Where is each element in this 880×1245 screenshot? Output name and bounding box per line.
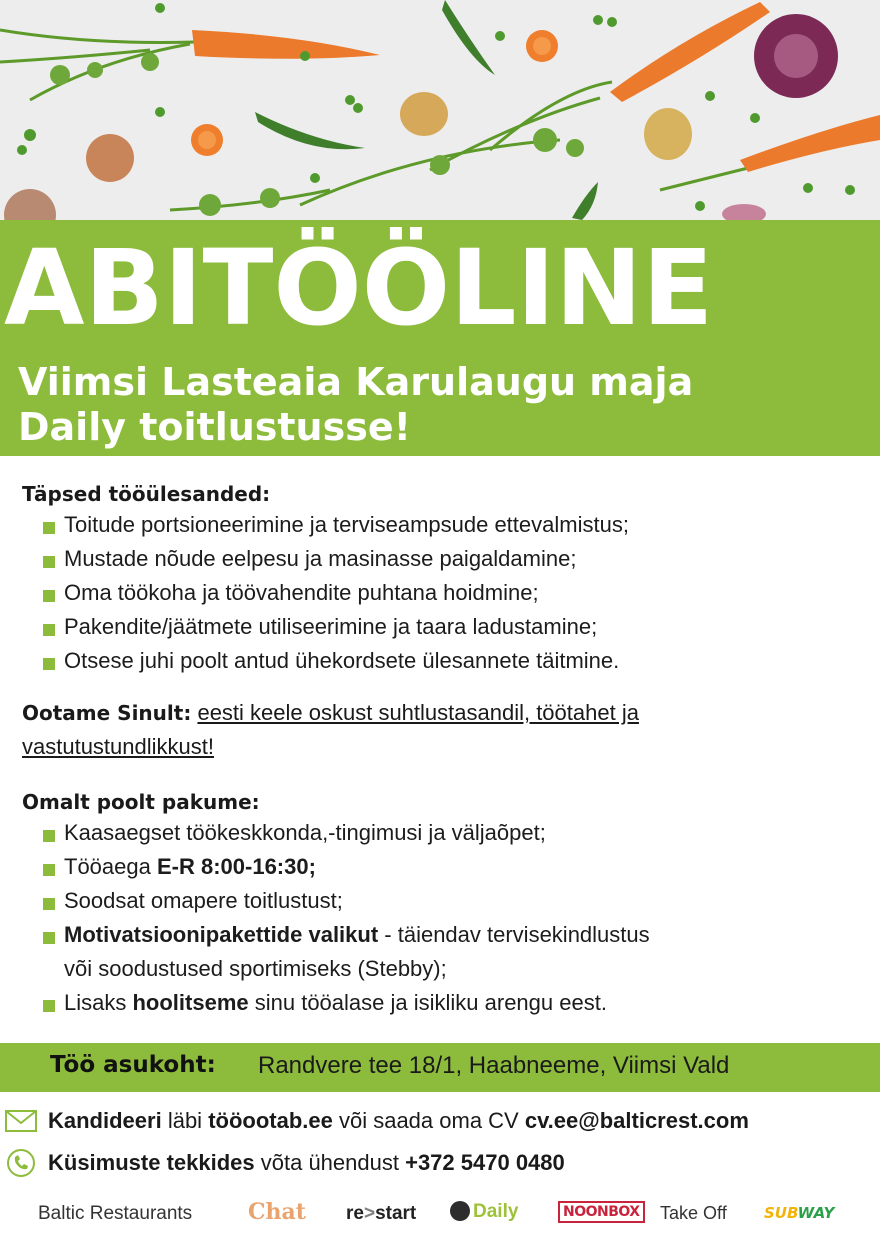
subtitle-line-1: Viimsi Lasteaia Karulaugu maja xyxy=(18,360,694,404)
vegetables-illustration xyxy=(0,0,880,220)
hero-vegetables-image xyxy=(0,0,880,220)
questions-row xyxy=(0,1144,880,1184)
list-item: Oma töökoha ja töövahendite puhtana hoidmine; xyxy=(40,576,629,610)
list-item: Tööaega E-R 8:00-16:30; xyxy=(40,850,650,884)
list-item: Soodsat omapere toitlustust; xyxy=(40,884,650,918)
bullet-square-icon xyxy=(43,522,55,534)
location-label: Töö asukoht: xyxy=(50,1052,216,1078)
expectations-label: Ootame Sinult: xyxy=(22,701,192,725)
phone-icon xyxy=(4,1148,38,1178)
bullet-square-icon xyxy=(43,932,55,944)
list-item: Kaasaegset töökeskkonda,-tingimusi ja väljaõpet; xyxy=(40,816,650,850)
phone-number[interactable]: +372 5470 0480 xyxy=(405,1150,565,1175)
apply-site-link[interactable]: tööootab.ee xyxy=(208,1108,333,1133)
location-address: Randvere tee 18/1, Haabneeme, Viimsi Vald xyxy=(258,1052,730,1079)
list-item: Toitude portsioneerimine ja terviseampsude ettevalmistus; xyxy=(40,508,629,542)
page-title: ABITÖÖLINE xyxy=(4,227,714,349)
logo-chat: Chat xyxy=(248,1199,306,1225)
logo-take-off: Take Off xyxy=(660,1203,727,1223)
brand-logos xyxy=(0,1195,880,1235)
expectations xyxy=(22,696,782,764)
subtitle-line-2: Daily toitlustusse! xyxy=(18,405,411,449)
bullet-square-icon xyxy=(43,658,55,670)
tasks-heading: Täpsed tööülesanded: xyxy=(22,482,271,506)
bullet-square-icon xyxy=(43,556,55,568)
expectations-line-1: eesti keele oskust suhtlustasandil, töötahet ja xyxy=(197,700,639,725)
apply-text: Kandideeri läbi tööootab.ee või saada oma CV cv.ee@balticrest.com xyxy=(48,1108,749,1133)
location-band xyxy=(0,1043,880,1092)
title-band xyxy=(0,220,880,456)
tasks-list xyxy=(40,508,629,678)
bullet-square-icon xyxy=(43,864,55,876)
daily-dot-icon xyxy=(450,1201,470,1221)
questions-text: Küsimuste tekkides võta ühendust +372 5470 0480 xyxy=(48,1150,565,1175)
logo-daily: Daily xyxy=(450,1201,518,1223)
logo-noonbox: NOONBOX xyxy=(558,1201,645,1223)
logo-restart: re>start xyxy=(346,1203,417,1224)
offer-heading: Omalt poolt pakume: xyxy=(22,790,260,814)
list-item: Mustade nõude eelpesu ja masinasse paigaldamine; xyxy=(40,542,629,576)
apply-email-link[interactable]: cv.ee@balticrest.com xyxy=(524,1108,749,1133)
list-item: Pakendite/jäätmete utiliseerimine ja taara ladustamine; xyxy=(40,610,629,644)
list-item: Lisaks hoolitseme sinu tööalase ja isikliku arengu eest. xyxy=(40,986,650,1020)
bullet-square-icon xyxy=(43,590,55,602)
offer-list xyxy=(40,816,650,1020)
logo-subway: SUBWAY xyxy=(764,1204,835,1222)
bullet-square-icon xyxy=(43,898,55,910)
bullet-square-icon xyxy=(43,830,55,842)
list-item: Otsese juhi poolt antud ühekordsete ülesannete täitmine. xyxy=(40,644,629,678)
apply-row xyxy=(0,1102,880,1142)
mail-icon xyxy=(4,1106,38,1136)
logo-baltic-restaurants: Baltic Restaurants xyxy=(38,1203,193,1224)
subtitle xyxy=(18,360,693,450)
bullet-square-icon xyxy=(43,1000,55,1012)
bullet-square-icon xyxy=(43,624,55,636)
expectations-line-2: vastutustundlikkust! xyxy=(22,734,214,759)
list-item: Motivatsioonipakettide valikut - täiendav tervisekindlustus või soodustused sportimiseks (Stebby); xyxy=(40,918,650,986)
